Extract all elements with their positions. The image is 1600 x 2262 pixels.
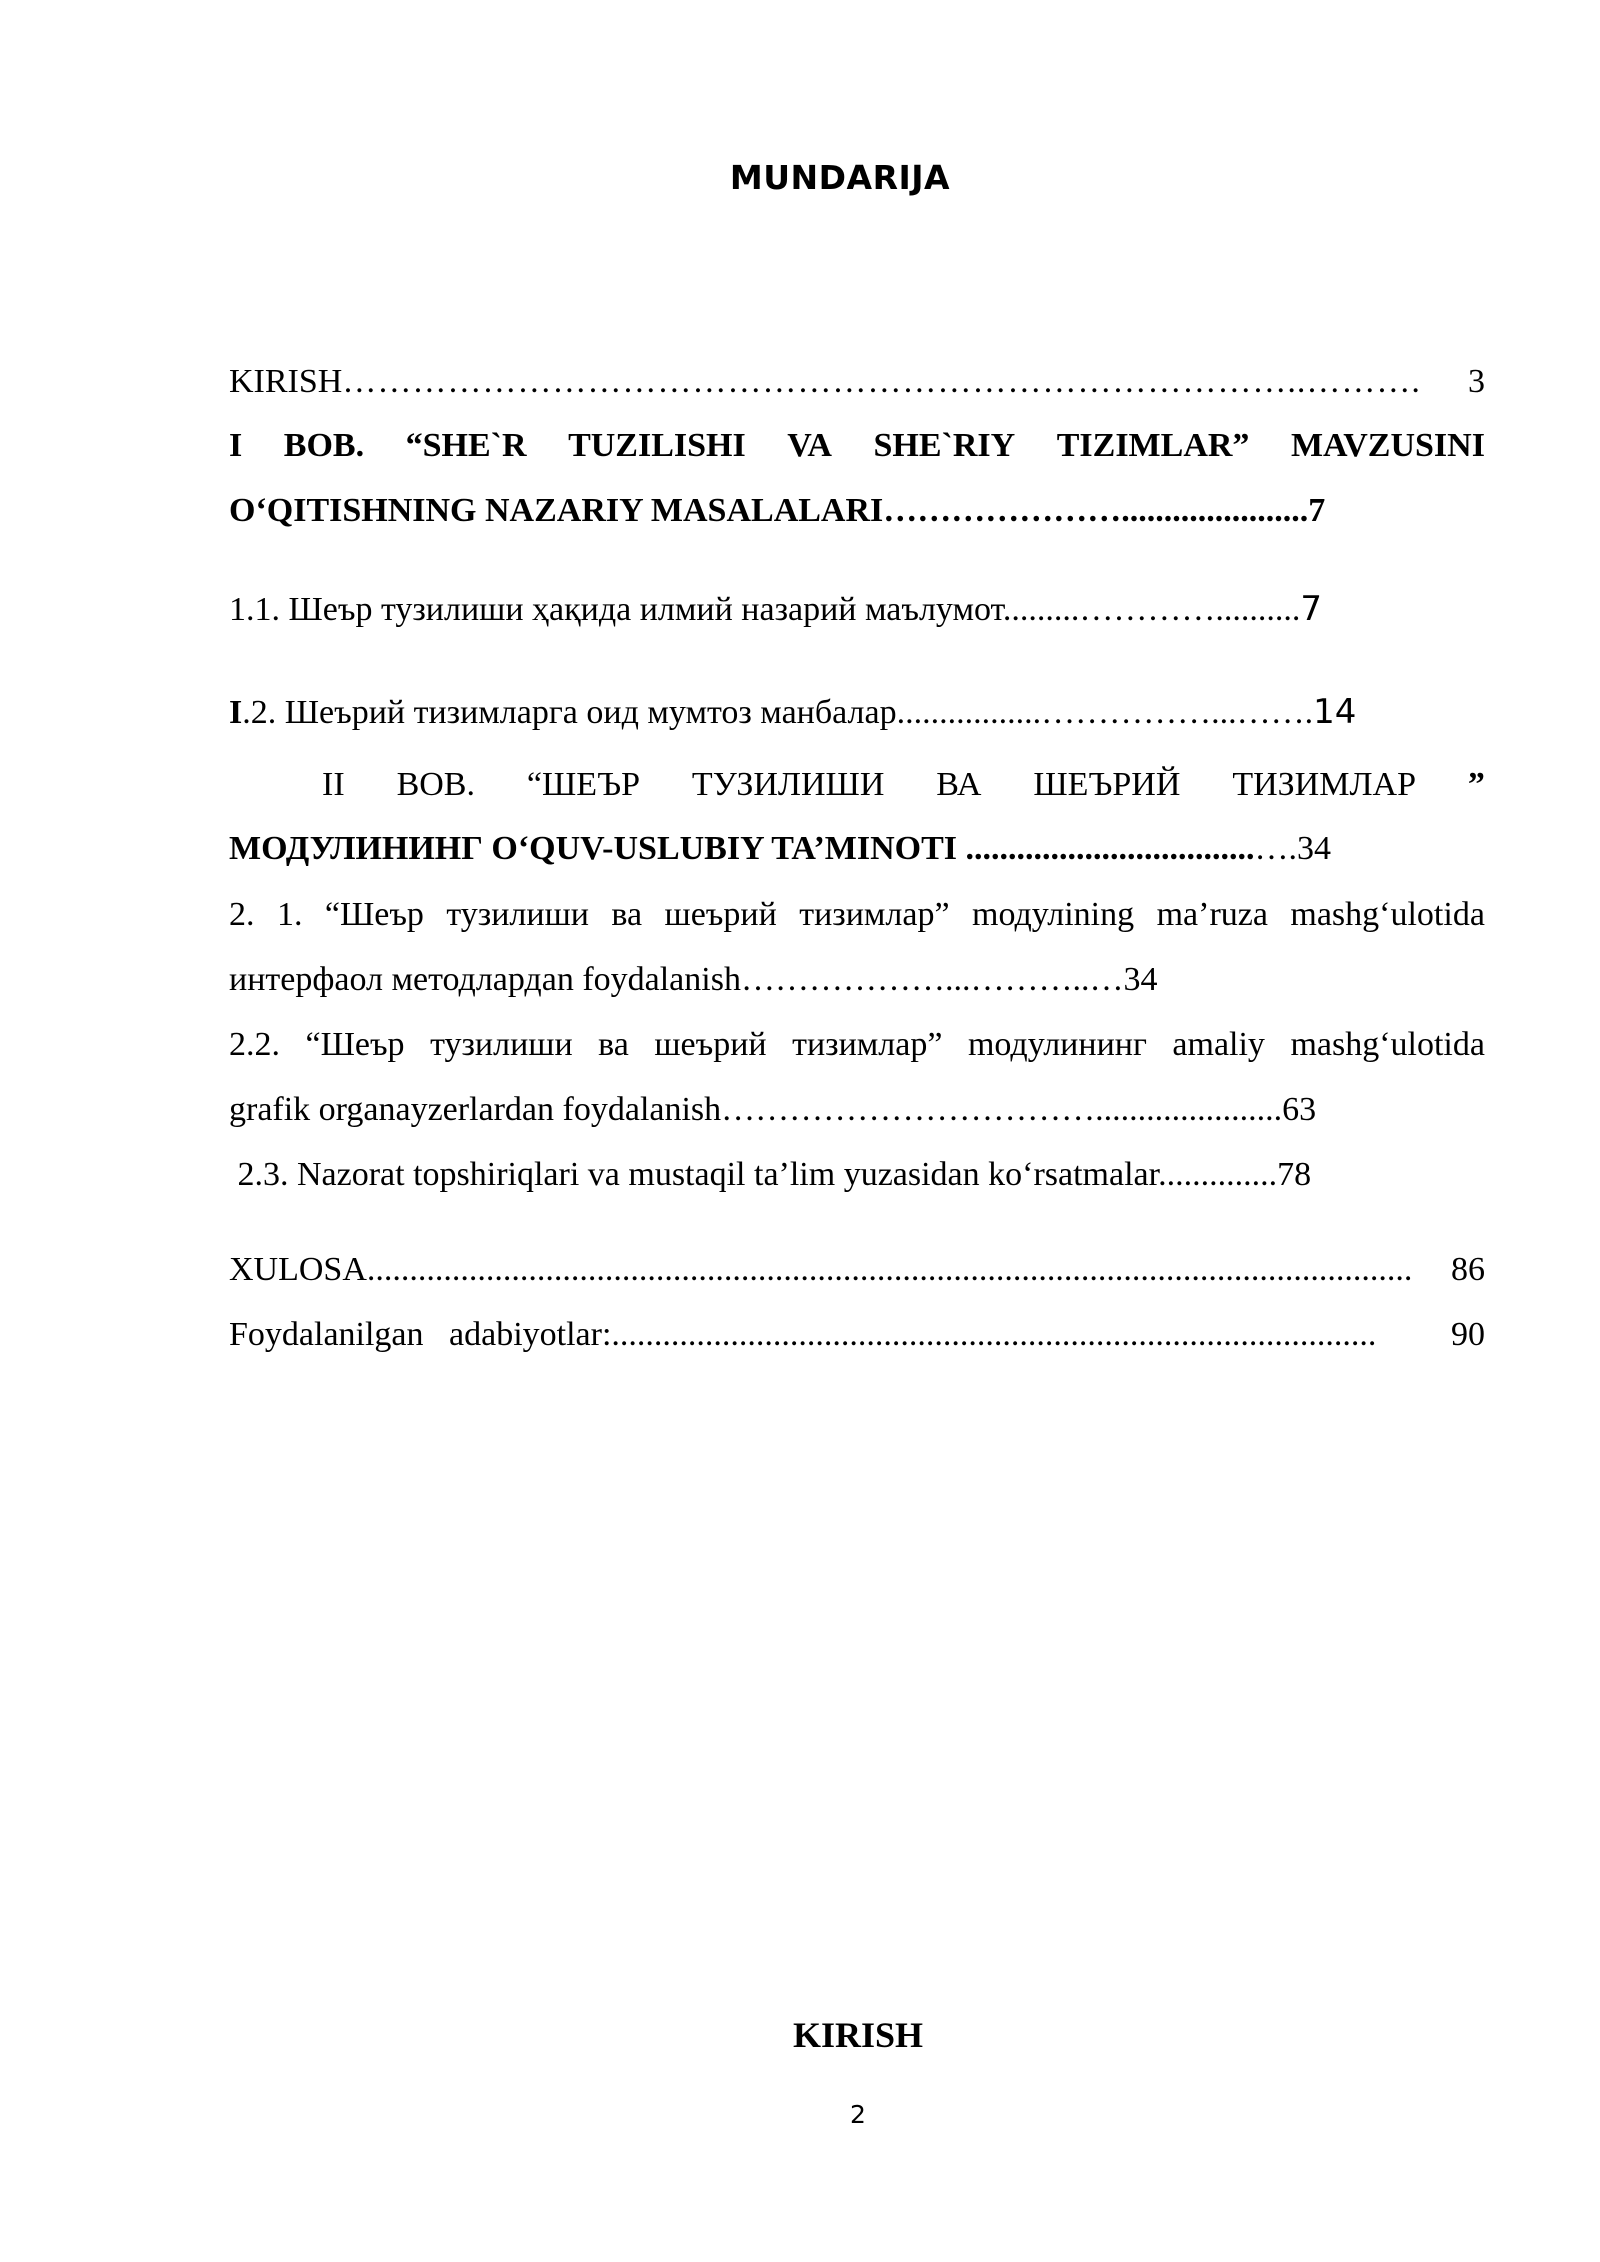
toc-entry-label: .2. Шеърий тизимларга оид мумтоз манбалар [242,694,897,731]
toc-word: ШЕЪРИЙ [1033,766,1181,803]
section-heading-kirish: KIRISH [792,2015,924,2055]
toc-page-number: 34 [1123,961,1158,998]
toc-word: 1. [276,896,303,933]
toc-word: BOB. [283,427,365,464]
toc-word: ТУЗИЛИШИ [691,766,885,803]
toc-entry-label: 1.1. Шеър тузилиши ҳақида илмий назарий маълумот [229,591,1003,628]
toc-word: 2.2. [229,1026,280,1063]
toc-word: mодулining [972,896,1135,933]
toc-page-number: 7 [1300,589,1322,629]
toc-word: тузилиши [446,896,589,933]
toc-word: 2. [229,896,255,933]
toc-page-number: 90 [1451,1316,1485,1353]
toc-word: “ШЕЪР [526,766,640,803]
toc-leader: .................................. [965,830,1255,867]
toc-page-number: 86 [1451,1251,1485,1288]
toc-word: amaliy [1172,1026,1265,1063]
toc-word: mодулининг [967,1026,1147,1063]
toc-leader: .................……………...……. [896,694,1314,731]
toc-entry-label: интерфаол методлардan foydalanish [229,961,741,998]
toc-word: тизимлар” [792,1026,943,1063]
toc-leader: ........................................................................................................................... [366,1251,1413,1288]
toc-entry-1-2[interactable] [229,690,1485,735]
toc-leader: …. [1254,830,1298,867]
toc-entry-xulosa[interactable] [229,1248,1485,1292]
toc-entry-label: МОДУЛИНИНГ O‘QUV-USLUBIY TA’MINOTI [229,830,966,867]
toc-entry-2-1-line1[interactable] [229,893,1485,937]
toc-page-number: 3 [1468,363,1485,400]
toc-chapter-2-line2[interactable] [229,827,1485,871]
toc-word: шеърий [654,1026,767,1063]
toc-word: ва [598,1026,629,1063]
toc-word: ва [611,896,643,933]
toc-word: VA [787,427,832,464]
toc-entry-prefix: I [229,694,243,731]
toc-leader: …………………...................... [883,492,1309,529]
toc-entry-kirish[interactable] [229,360,1485,404]
toc-entry-label: grafik organayzerlardan foydalanish [229,1091,722,1128]
toc-word: mashg‘ulotida [1290,1026,1485,1063]
toc-entry-label: O‘QITISHNING NAZARIY MASALALARI [229,492,884,529]
toc-word: MAVZUSINI [1290,427,1485,464]
toc-leader: .........………….......... [1002,591,1301,628]
toc-page-number: 78 [1277,1156,1312,1193]
toc-page-number: 63 [1282,1091,1317,1128]
toc-chapter-2-line1[interactable] [322,763,1485,807]
toc-entry-label: 2.3. Nazorat topshiriqlari va mustaqil ta’lim yuzasidan ko‘rsatmalar [229,1156,1159,1193]
toc-entry-1-1[interactable] [229,587,1485,632]
toc-chapter-1-line2[interactable] [229,489,1485,533]
toc-entry-adabiyotlar[interactable] [229,1313,1485,1357]
toc-word: mashg‘ulotida [1290,896,1485,933]
page-title: MUNDARIJA [729,158,951,197]
toc-entry-label: Foydalanilgan adabiyotlar: [229,1316,612,1353]
toc-word: “SHE`R [405,427,527,464]
toc-entry-label: KIRISH [229,363,343,400]
toc-entry-label: XULOSA [229,1251,367,1288]
toc-word: II [322,766,345,803]
toc-word: ВА [936,766,982,803]
toc-leader: ………………………………………………………………………..………. [342,363,1421,400]
toc-entry-2-3[interactable] [229,1153,1485,1197]
toc-word: TIZIMLAR” [1056,427,1250,464]
toc-word: тузилиши [430,1026,573,1063]
page-number: 2 [850,2100,866,2129]
toc-chapter-1-line1[interactable] [229,424,1485,468]
toc-word: “Шеър [305,1026,405,1063]
toc-word: ” [1467,766,1485,803]
toc-word: I [229,427,243,464]
toc-word: тизимлар” [799,896,950,933]
toc-word: ТИЗИМЛАР [1232,766,1416,803]
toc-entry-2-2-line2[interactable] [229,1088,1485,1132]
toc-entry-2-2-line1[interactable] [229,1023,1485,1067]
toc-leader: ………………...………..… [740,961,1124,998]
toc-page-number: 14 [1313,692,1357,732]
toc-word: TUZILISHI [568,427,746,464]
toc-word: шеърий [664,896,777,933]
toc-leader: .......................................................................................... [611,1316,1377,1353]
toc-word: “Шеър [324,896,424,933]
toc-word: BOB. [396,766,475,803]
toc-entry-2-1-line2[interactable] [229,958,1485,1002]
toc-leader: .............. [1158,1156,1278,1193]
toc-leader: ……………………………...................... [721,1091,1283,1128]
toc-page-number: 34 [1297,830,1332,867]
toc-word: SHE`RIY [873,427,1016,464]
toc-page-number: 7 [1308,492,1326,529]
toc-word: ma’ruza [1156,896,1268,933]
